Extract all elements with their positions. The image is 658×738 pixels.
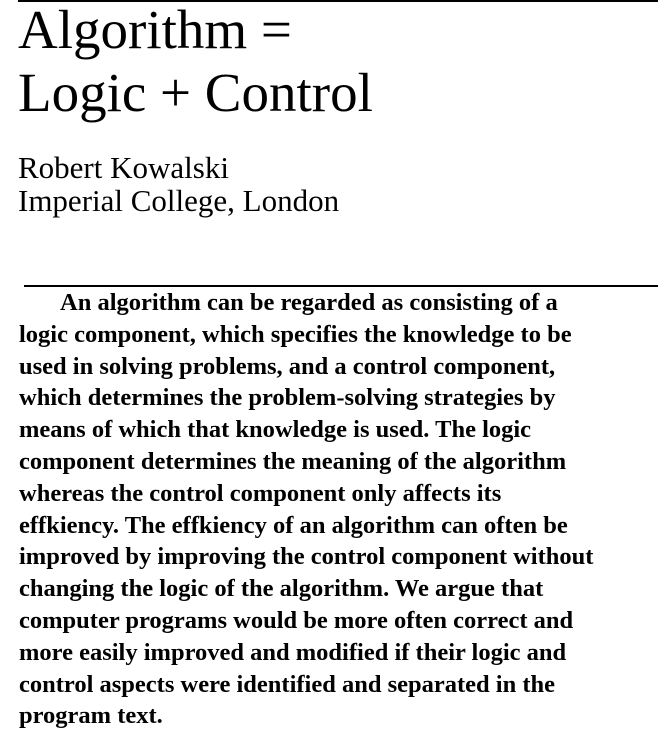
abstract-line: changing the logic of the algorithm. We argue that — [19, 575, 544, 603]
abstract-line: which determines the problem-solving strategies by — [19, 384, 556, 412]
abstract-line: effkiency. The effkiency of an algorithm can often be — [19, 511, 568, 539]
abstract-line: control aspects were identified and separated in the — [19, 670, 556, 698]
abstract-line: improved by improving the control component without — [19, 543, 594, 571]
cut-off-text-line — [19, 730, 619, 738]
title-line-1: Algorithm = — [18, 0, 292, 60]
abstract-line: An algorithm can be regarded as consisting of a — [60, 289, 558, 316]
abstract-line: used in solving problems, and a control component, — [19, 352, 556, 380]
abstract-line: program text. — [19, 702, 163, 730]
abstract — [19, 287, 593, 732]
abstract-line: component determines the meaning of the algorithm — [19, 447, 567, 475]
paper-title — [18, 0, 373, 124]
title-line-2: Logic + Control — [18, 62, 373, 123]
abstract-line: computer programs would be more often correct and — [19, 606, 574, 634]
abstract-line: means of which that knowledge is used. The logic — [19, 416, 532, 444]
abstract-line: logic component, which specifies the knowledge to be — [19, 320, 572, 348]
abstract-line: more easily improved and modified if their logic and — [19, 638, 567, 666]
author-affiliation: Imperial College, London — [18, 183, 340, 218]
abstract-line: whereas the control component only affects its — [19, 479, 502, 507]
author-name: Robert Kowalski — [18, 150, 229, 185]
author-block — [18, 151, 339, 217]
